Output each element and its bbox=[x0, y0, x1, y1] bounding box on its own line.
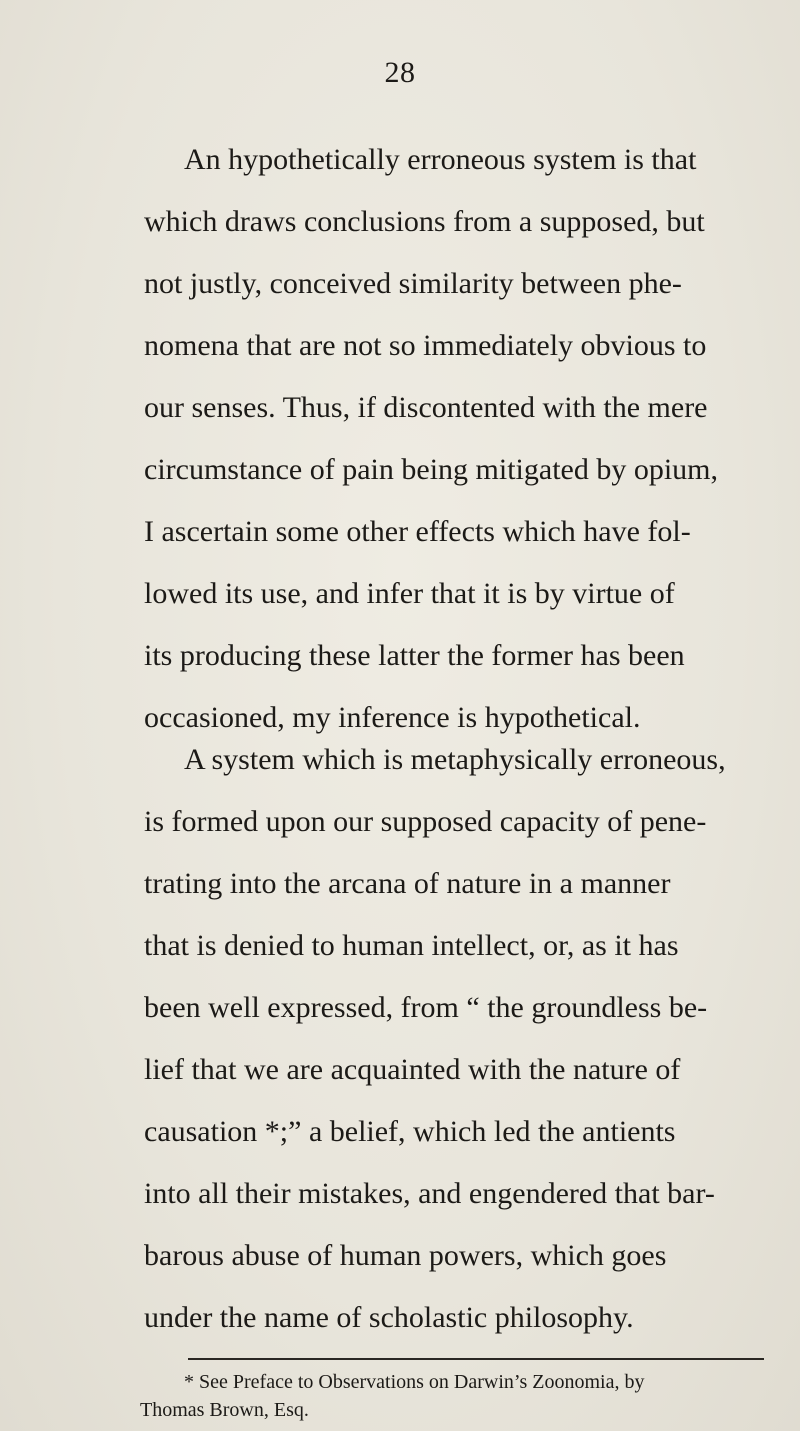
page-number: 28 bbox=[384, 56, 416, 89]
footnote-line-1: * See Preface to Observations on Darwin’s Zoonomia, by bbox=[184, 1371, 645, 1393]
paragraph-2-line-10: under the name of scholastic philosophy. bbox=[144, 1301, 634, 1334]
paragraph-2-line-9: barous abuse of human powers, which goes bbox=[144, 1239, 667, 1272]
paragraph-1-line-3: not justly, conceived similarity between phe- bbox=[144, 267, 682, 300]
paragraph-2-line-8: into all their mistakes, and engendered that bar- bbox=[144, 1177, 715, 1210]
footnote bbox=[140, 1368, 780, 1424]
paragraph-1-line-7: I ascertain some other effects which have fol- bbox=[144, 515, 691, 548]
paragraph-2-line-4: that is denied to human intellect, or, as it has bbox=[144, 929, 679, 962]
paragraph-1-line-6: circumstance of pain being mitigated by opium, bbox=[144, 453, 719, 486]
paragraph-1-line-8: lowed its use, and infer that it is by virtue of bbox=[144, 577, 675, 610]
paragraph-1-line-2: which draws conclusions from a supposed, but bbox=[144, 205, 705, 238]
paragraph-2-line-1: A system which is metaphysically erroneous, bbox=[184, 743, 726, 776]
paragraph-1-line-5: our senses. Thus, if discontented with the mere bbox=[144, 391, 708, 424]
footnote-divider bbox=[188, 1358, 764, 1360]
paragraph-1-line-10: occasioned, my inference is hypothetical. bbox=[144, 701, 641, 734]
paragraph-1-line-9: its producing these latter the former has been bbox=[144, 639, 685, 672]
paragraph-1-line-1: An hypothetically erroneous system is that bbox=[184, 143, 697, 176]
paragraph-2-line-3: trating into the arcana of nature in a manner bbox=[144, 867, 671, 900]
paragraph-2-line-7: causation *;” a belief, which led the antients bbox=[144, 1115, 676, 1148]
footnote-line-2: Thomas Brown, Esq. bbox=[140, 1399, 309, 1421]
paragraph-2-line-2: is formed upon our supposed capacity of pene- bbox=[144, 805, 707, 838]
paragraph-2-line-6: lief that we are acquainted with the nature of bbox=[144, 1053, 681, 1086]
paragraph-1-line-4: nomena that are not so immediately obvious to bbox=[144, 329, 707, 362]
paragraph-2-line-5: been well expressed, from “ the groundless be- bbox=[144, 991, 708, 1024]
